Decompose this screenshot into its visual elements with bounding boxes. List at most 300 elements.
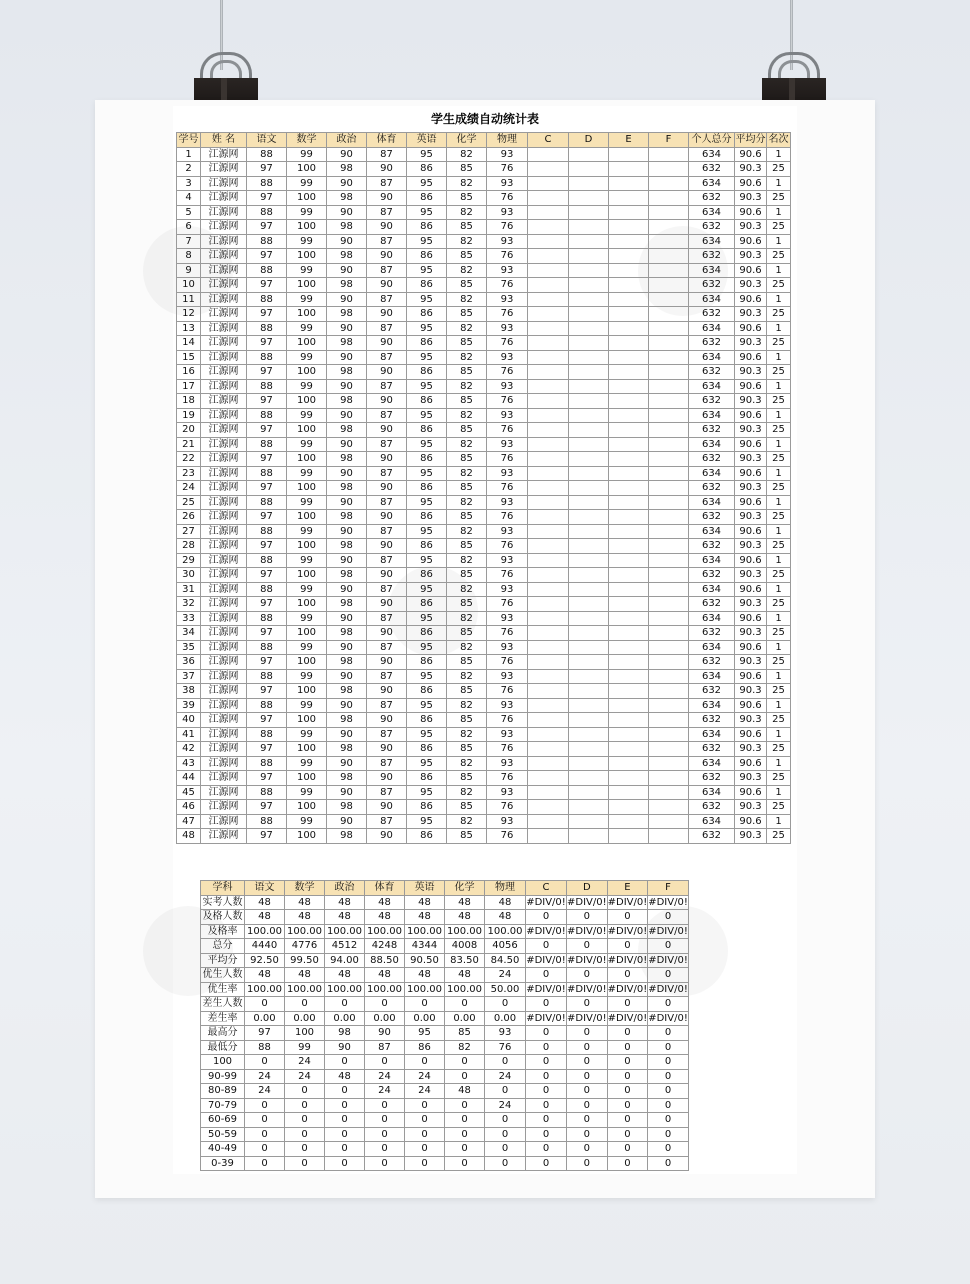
average-cell: 90.6 [735,611,767,626]
average-cell: 90.6 [735,698,767,713]
score-cell [569,176,609,191]
score-cell: 99 [287,524,327,539]
table-row [177,829,791,844]
total-cell: 634 [689,176,735,191]
student-id-cell: 22 [177,452,201,467]
stats-value-cell: 24 [365,1069,405,1084]
score-cell [649,568,689,583]
table-row [177,263,791,278]
student-id-cell: 8 [177,249,201,264]
score-cell: 86 [407,191,447,206]
stats-value-cell: 0 [365,997,405,1012]
student-name-cell: 江源网 [201,176,247,191]
score-cell [649,350,689,365]
score-cell [528,756,569,771]
score-cell [528,524,569,539]
stats-value-cell: 48 [325,895,365,910]
score-cell: 85 [447,220,487,235]
stats-value-cell: 48 [445,910,485,925]
rank-cell: 25 [767,597,791,612]
average-cell: 90.3 [735,597,767,612]
score-cell: 88 [247,785,287,800]
stats-value-cell: 48 [365,968,405,983]
score-cell: 98 [327,597,367,612]
stats-value-cell: 0 [445,1069,485,1084]
score-cell: 99 [287,234,327,249]
score-cell [609,481,649,496]
stats-label-cell: 总分 [201,939,245,954]
score-cell: 86 [407,626,447,641]
rank-cell: 1 [767,205,791,220]
score-cell: 87 [367,727,407,742]
score-cell: 90 [327,727,367,742]
stats-value-cell: 24 [365,1084,405,1099]
rank-cell: 25 [767,423,791,438]
score-cell: 76 [487,336,528,351]
score-cell: 86 [407,307,447,322]
score-cell: 90 [327,495,367,510]
score-cell: 95 [407,176,447,191]
score-cell: 85 [447,655,487,670]
table-row [177,756,791,771]
stats-value-cell: 0 [648,1055,689,1070]
score-cell [569,742,609,757]
table-row [177,220,791,235]
stats-value-cell: 48 [445,895,485,910]
stats-value-cell: 0 [526,1069,567,1084]
student-name-cell: 江源网 [201,771,247,786]
stats-value-cell: 0 [648,939,689,954]
score-cell: 97 [247,684,287,699]
score-cell: 82 [447,350,487,365]
stats-row [201,1127,689,1142]
stats-value-cell: 0 [325,1156,365,1171]
score-cell: 85 [447,771,487,786]
score-cell: 87 [367,292,407,307]
score-cell [649,162,689,177]
score-cell: 82 [447,205,487,220]
score-cell [609,437,649,452]
stats-value-cell: 100.00 [285,982,325,997]
score-cell: 88 [247,611,287,626]
stats-value-cell: 0 [648,1113,689,1128]
table-row [177,350,791,365]
score-cell [649,684,689,699]
stats-value-cell: 0 [648,1084,689,1099]
score-cell: 90 [327,176,367,191]
rank-cell: 25 [767,626,791,641]
average-cell: 90.3 [735,626,767,641]
score-cell: 76 [487,742,528,757]
score-cell: 93 [487,611,528,626]
score-cell: 86 [407,655,447,670]
score-cell: 82 [447,814,487,829]
student-name-cell: 江源网 [201,249,247,264]
score-cell [649,539,689,554]
score-cell: 100 [287,800,327,815]
score-cell [569,423,609,438]
score-cell [569,481,609,496]
total-cell: 634 [689,553,735,568]
table-row [177,249,791,264]
score-cell [609,800,649,815]
score-cell: 99 [287,553,327,568]
score-cell: 97 [247,713,287,728]
table-row [177,669,791,684]
score-cell [528,466,569,481]
score-cell [569,771,609,786]
score-cell: 98 [327,191,367,206]
score-cell: 95 [407,640,447,655]
score-cell: 99 [287,292,327,307]
stats-value-cell: 48 [325,1069,365,1084]
score-cell: 86 [407,249,447,264]
student-name-cell: 江源网 [201,539,247,554]
score-cell [649,698,689,713]
stats-value-cell: 0 [648,1127,689,1142]
score-cell [649,321,689,336]
score-cell [649,249,689,264]
score-cell: 82 [447,408,487,423]
total-cell: 634 [689,350,735,365]
score-cell: 100 [287,220,327,235]
score-cell: 99 [287,495,327,510]
total-cell: 632 [689,365,735,380]
score-cell: 86 [407,162,447,177]
stats-value-cell: #DIV/0! [567,954,607,966]
score-cell: 82 [447,611,487,626]
score-cell: 82 [447,698,487,713]
column-header: 平均分 [735,134,766,145]
score-cell: 90 [327,379,367,394]
score-cell: 99 [287,669,327,684]
average-cell: 90.6 [735,263,767,278]
student-name-cell: 江源网 [201,814,247,829]
score-cell: 87 [367,611,407,626]
score-cell: 95 [407,292,447,307]
stats-value-cell: 0.00 [285,1011,325,1026]
score-cell: 93 [487,698,528,713]
score-cell: 98 [327,481,367,496]
student-id-cell: 41 [177,727,201,742]
score-cell [569,452,609,467]
table-row [177,336,791,351]
student-id-cell: 38 [177,684,201,699]
stats-value-cell: 0 [567,910,608,925]
total-cell: 632 [689,684,735,699]
score-cell [569,205,609,220]
score-cell: 100 [287,307,327,322]
stats-value-cell: 0 [607,910,648,925]
score-cell: 87 [367,176,407,191]
rank-cell: 25 [767,742,791,757]
score-cell [649,147,689,162]
score-cell: 95 [407,669,447,684]
average-cell: 90.3 [735,829,767,844]
student-id-cell: 13 [177,321,201,336]
stats-value-cell: 0 [648,1026,689,1041]
stats-value-cell: 93 [485,1026,526,1041]
score-cell [528,220,569,235]
score-cell: 97 [247,481,287,496]
stats-value-cell: 4440 [245,939,285,954]
total-cell: 634 [689,437,735,452]
score-cell [569,626,609,641]
score-cell: 76 [487,510,528,525]
score-cell [609,452,649,467]
rank-cell: 1 [767,640,791,655]
score-cell: 86 [407,800,447,815]
stats-value-cell: 0 [285,1142,325,1157]
stats-value-cell: 24 [485,1069,526,1084]
score-cell: 98 [327,307,367,322]
stats-row [201,982,689,997]
stats-value-cell: 0 [245,1156,285,1171]
student-id-cell: 44 [177,771,201,786]
score-cell: 99 [287,205,327,220]
score-cell [528,713,569,728]
average-cell: 90.6 [735,582,767,597]
score-cell: 85 [447,568,487,583]
score-cell [528,611,569,626]
score-cell [528,684,569,699]
student-id-cell: 48 [177,829,201,844]
score-cell: 95 [407,234,447,249]
score-cell: 97 [247,626,287,641]
stats-value-cell: 48 [405,910,445,925]
total-cell: 632 [689,597,735,612]
student-name-cell: 江源网 [201,321,247,336]
rank-cell: 25 [767,278,791,293]
stats-value-cell: 0 [607,1069,648,1084]
score-cell: 85 [447,336,487,351]
score-cell [609,321,649,336]
stats-value-cell: #DIV/0! [607,925,648,937]
score-cell: 86 [407,220,447,235]
column-header: D [567,881,608,896]
student-name-cell: 江源网 [201,568,247,583]
score-cell: 82 [447,379,487,394]
score-cell: 76 [487,307,528,322]
rank-cell: 25 [767,336,791,351]
score-cell [528,408,569,423]
score-cell: 98 [327,249,367,264]
average-cell: 90.6 [735,814,767,829]
score-cell: 93 [487,379,528,394]
column-header: 学科 [201,881,245,896]
score-cell [649,582,689,597]
spreadsheet-sheet [173,106,797,1174]
stats-label-cell: 差生人数 [202,998,243,1009]
student-name-cell: 江源网 [201,481,247,496]
score-cell: 97 [247,220,287,235]
score-cell: 93 [487,756,528,771]
student-id-cell: 35 [177,640,201,655]
student-name-cell: 江源网 [201,307,247,322]
score-cell [609,220,649,235]
table-row [177,785,791,800]
score-cell: 85 [447,278,487,293]
score-cell: 100 [287,336,327,351]
score-cell [569,278,609,293]
rank-cell: 25 [767,394,791,409]
score-cell: 97 [247,510,287,525]
score-cell: 90 [327,582,367,597]
stats-value-cell: #DIV/0! [567,983,607,995]
average-cell: 90.3 [735,771,767,786]
subject-stats-table [200,880,689,1171]
stats-value-cell: 0.00 [245,1011,285,1026]
stats-value-cell: 0 [325,1113,365,1128]
stats-value-cell: 0.00 [405,1011,445,1026]
score-cell [649,205,689,220]
score-cell: 99 [287,176,327,191]
score-cell [649,756,689,771]
score-cell: 90 [327,466,367,481]
stats-value-cell: 48 [485,895,526,910]
stats-value-cell: 0 [526,1026,567,1041]
score-cell: 98 [327,800,367,815]
stats-value-cell: 0 [285,1156,325,1171]
score-cell: 98 [327,336,367,351]
table-row [177,481,791,496]
average-cell: 90.3 [735,365,767,380]
stats-value-cell: 0 [648,1142,689,1157]
total-cell: 634 [689,669,735,684]
stats-value-cell: 100.00 [445,924,485,939]
student-name-cell: 江源网 [201,800,247,815]
stats-value-cell: 48 [445,1084,485,1099]
stats-value-cell: 83.50 [445,953,485,968]
average-cell: 90.6 [735,437,767,452]
stats-label-cell: 及格人数 [202,911,243,922]
stats-value-cell: 0 [607,1026,648,1041]
table-row [177,655,791,670]
total-cell: 632 [689,771,735,786]
stats-value-cell: 0 [325,1084,365,1099]
score-cell: 95 [407,437,447,452]
total-cell: 632 [689,568,735,583]
student-id-cell: 10 [177,278,201,293]
score-cell: 86 [407,742,447,757]
stats-value-cell: 100.00 [325,982,365,997]
score-cell [649,669,689,684]
total-cell: 634 [689,234,735,249]
rank-cell: 1 [767,176,791,191]
score-cell [649,829,689,844]
student-id-cell: 34 [177,626,201,641]
score-cell: 85 [447,597,487,612]
score-cell: 85 [447,829,487,844]
stats-value-cell: 98 [325,1026,365,1041]
stats-value-cell: 0 [485,1113,526,1128]
score-cell: 100 [287,452,327,467]
student-name-cell: 江源网 [201,655,247,670]
student-id-cell: 45 [177,785,201,800]
score-cell [609,147,649,162]
average-cell: 90.6 [735,321,767,336]
score-cell [609,539,649,554]
score-cell: 87 [367,147,407,162]
stats-value-cell: 97 [245,1026,285,1041]
stats-value-cell: 0 [485,1084,526,1099]
score-cell: 90 [327,292,367,307]
score-cell: 87 [367,640,407,655]
score-cell: 97 [247,365,287,380]
stats-value-cell: 0 [325,1055,365,1070]
student-id-cell: 39 [177,698,201,713]
student-name-cell: 江源网 [201,524,247,539]
score-cell: 90 [327,408,367,423]
stats-value-cell: 0 [526,1055,567,1070]
stats-value-cell: #DIV/0! [526,925,566,937]
score-cell [609,307,649,322]
score-cell [609,495,649,510]
total-cell: 634 [689,640,735,655]
score-cell: 93 [487,466,528,481]
table-row [177,162,791,177]
table-row [177,408,791,423]
stats-row [201,910,689,925]
stats-value-cell: 99 [285,1040,325,1055]
stats-value-cell: 99.50 [285,953,325,968]
stats-value-cell: 0 [648,968,689,983]
stats-value-cell: 0 [526,1142,567,1157]
stats-row [201,1026,689,1041]
score-cell [528,423,569,438]
score-cell: 90 [327,263,367,278]
average-cell: 90.3 [735,800,767,815]
score-cell: 85 [447,742,487,757]
score-cell [528,698,569,713]
stats-value-cell: 0 [445,1156,485,1171]
score-cell: 76 [487,481,528,496]
score-cell [569,292,609,307]
stats-value-cell: 100.00 [445,982,485,997]
stats-value-cell: 90 [365,1026,405,1041]
stats-label-cell: 80-89 [201,1084,245,1099]
score-cell [609,698,649,713]
total-cell: 634 [689,263,735,278]
score-cell: 100 [287,742,327,757]
score-cell [649,785,689,800]
stats-value-cell: 0 [526,1084,567,1099]
score-cell: 82 [447,234,487,249]
stats-value-cell: #DIV/0! [648,983,688,995]
score-cell: 90 [367,510,407,525]
score-cell: 99 [287,582,327,597]
stats-row [201,1142,689,1157]
student-id-cell: 33 [177,611,201,626]
total-cell: 632 [689,510,735,525]
table-row [177,423,791,438]
stats-value-cell: 0 [325,1098,365,1113]
stats-value-cell: 0 [285,1084,325,1099]
score-cell [609,713,649,728]
score-cell: 90 [327,785,367,800]
score-cell [609,785,649,800]
total-cell: 632 [689,829,735,844]
total-cell: 634 [689,785,735,800]
stats-label-cell: 最低分 [201,1040,245,1055]
student-name-cell: 江源网 [201,394,247,409]
student-id-cell: 9 [177,263,201,278]
column-header: F [649,133,689,148]
student-id-cell: 24 [177,481,201,496]
table-row [177,365,791,380]
score-cell [528,336,569,351]
stats-row [201,1011,689,1026]
